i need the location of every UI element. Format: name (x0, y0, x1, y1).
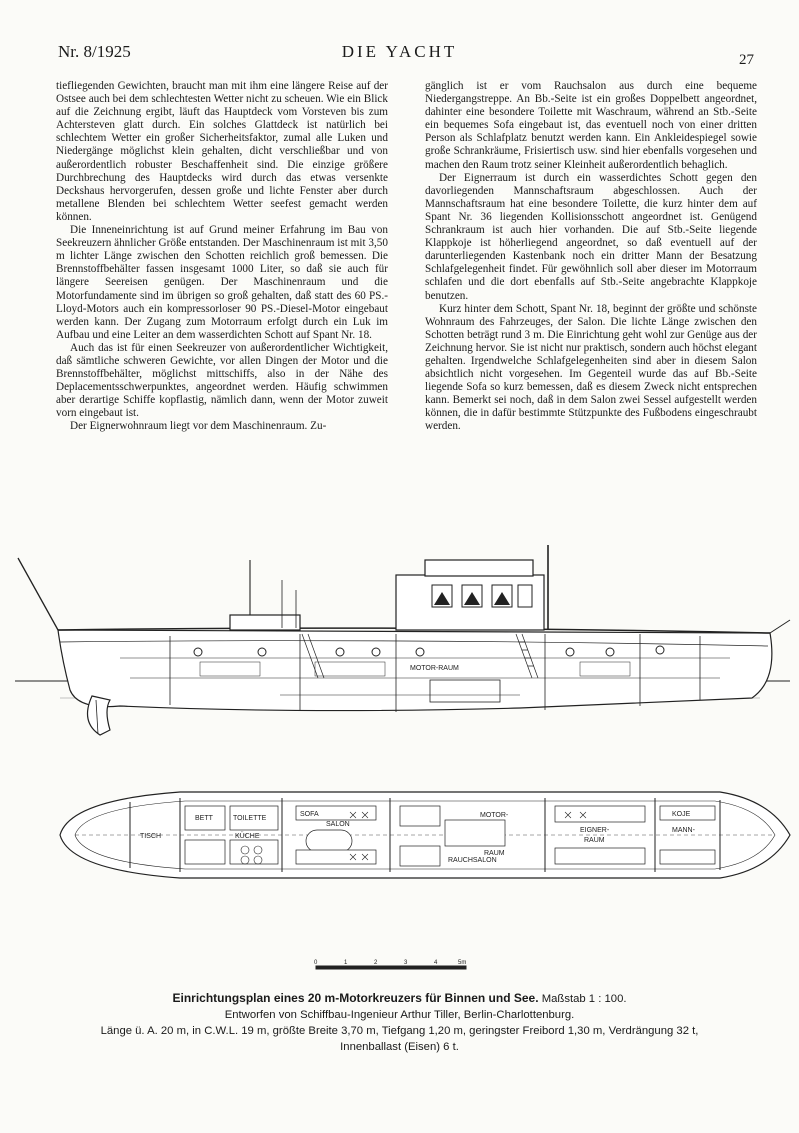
scale-bar (314, 960, 466, 969)
plan-raum-label: RAUM (484, 850, 505, 857)
plan-tisch-label: TISCH (140, 833, 161, 840)
plan-motor-label: MOTOR- (480, 812, 509, 819)
journal-title: DIE YACHT (341, 42, 458, 61)
motor-block (445, 820, 505, 846)
paragraph: Der Eignerwohnraum liegt vor dem Maschinenraum. Zu- (70, 420, 327, 433)
page-number: 27 (739, 52, 754, 68)
plan-kueche-label: KÜCHE (235, 833, 260, 840)
caption-title: Einrichtungsplan eines 20 m-Motorkreuzers für Binnen und See. (172, 991, 539, 1005)
caption-scale: Maßstab 1 : 100. (541, 993, 627, 1005)
salon-table (306, 830, 352, 852)
engine (430, 680, 500, 702)
scale-tick: 2 (374, 960, 378, 966)
scale-tick: 4 (434, 960, 438, 966)
plan-sofa-label: SOFA (300, 811, 319, 818)
paragraph: Auch das ist für einen Seekreuzer von außerordentlicher Wichtigkeit, daß sämtliche schweren Gewichte, vor allen Dingen der Motor und die Brennstoffbehälter, möglichst mittschiffs, also in der Nähe des Deplacementsschwerpunktes, angeordnet werden. Häufig schwimmen aber derartige Schiffe kopflastig, nämlich dann, wenn der Motor zuweit vorn eingebaut ist. (56, 341, 388, 420)
plan-eigner-raum-label: RAUM (584, 837, 605, 844)
scale-tick: 3 (404, 960, 408, 966)
scale-tick: 1 (344, 960, 348, 966)
yacht-drawing (0, 530, 799, 970)
page-header (0, 38, 799, 68)
plan-koje-label: KOJE (672, 811, 691, 818)
stern-pole (18, 558, 58, 630)
profile-motor-room-label: MOTOR-RAUM (410, 665, 459, 672)
scale-tick: 5m (458, 960, 467, 966)
paragraph: Der Eignerraum ist durch ein wasserdichtes Schott gegen den davorliegenden Mannschaftsraum abgeschlossen. Auch der Mannschaftsraum hat eine besondere Toilette, die kurz hinter dem auf Spant Nr. 36 liegenden Kollisionsschott angeordnet ist. Genügend Schrankraum ist auch hier vorhanden. Die auf Stb.-Seite liegende Klappkoje ist höherliegend angeordnet, so daß eventuell auf der darunterliegenden Kastenbank noch ein dritter Mann der Besatzung Schlafgelegenheit findet. Für gewöhnlich soll aber dieser im Motorraum schlafen und die dort ebenfalls auf Stb.-Seite angebrachte Klappkoje benutzen. (425, 171, 757, 302)
rudder (88, 696, 111, 735)
yacht-plan-svg (0, 530, 799, 970)
issue-number: Nr. 8/1925 (58, 42, 131, 61)
plan-eigner-label: EIGNER- (580, 827, 610, 834)
paragraph: gänglich ist er vom Rauchsalon aus durch eine bequeme Niedergangstreppe. An Bb.-Seite ist ein großes Doppelbett angeordnet, dahinter eine besondere Toilette mit Waschraum, während an Stb.-Seite ein bequemes Sofa eingebaut ist, das eventuell noch von einer dritten Person als Schlafplatz benutzt werden kann. Ein Ankleidespiegel sowie große Schrankräume, Frisiertisch usw. sind hier ebenfalls vorgesehen und machen den Raum trotz seiner Kleinheit außerordentlich behaglich. (425, 80, 757, 171)
figure-caption (0, 990, 799, 1055)
profile-view (15, 545, 790, 735)
paragraph: Kurz hinter dem Schott, Spant Nr. 18, beginnt der größte und schönste Wohnraum des Fahrzeuges, der Salon. Die lichte Länge zwischen den Schotten beträgt rund 3 m. Die Einrichtung geht wohl zur Genüge aus der Zeichnung hervor. Sie ist nicht nur praktisch, sondern auch höchst elegant gehalten. Irgendwelche Schlafgelegenheiten sind aber in diesem Salon absichtlich nicht vorgesehen. Im Gegenteil wurde das auf Bb.-Seite liegende Sofa so kurz bemessen, daß es diesem Zweck nicht entsprechen kann. Bemerkt sei noch, daß in dem Salon zwei Sessel aufgestellt werden können, die in dafür bestimmte Stützpunkte des Fußbodens eingeschraubt werden. (425, 302, 757, 433)
caption-dimensions: Länge ü. A. 20 m, in C.W.L. 19 m, größte Breite 3,70 m, Tiefgang 1,20 m, geringster Freibord 1,30 m, Verdrängung 32 t, (100, 1025, 699, 1037)
article-body (56, 80, 756, 520)
caption-ballast: Innenballast (Eisen) 6 t. (340, 1041, 459, 1053)
plan-salon-label: SALON (326, 821, 350, 828)
paragraph: tiefliegenden Gewichten, braucht man mit ihm eine längere Reise auf der Ostsee auch bei dem schlechtesten Wetter nicht zu scheuen. Wie ein Blick auf die Zeichnung ergibt, läuft das Hauptdeck vom Vorsteven bis zum Achtersteven glatt durch. Ein solches Glattdeck ist natürlich bei schlechtem Wetter ein großer Sicherheitsfaktor, zumal alle Luken und Niedergänge möglichst klein gehalten, dicht verschließbar und von außerordentlich robuster Beschaffenheit sind. Die einzige größere Durchbrechung des Hauptdecks wird durch das etwas versenkte Deckshaus hervorgerufen, dessen große und lichte Fenster aber durch metallene Blenden bei schlechtem Wetter seefest gemacht werden können. (56, 80, 388, 223)
paragraph: Die Inneneinrichtung ist auf Grund meiner Erfahrung im Bau von Seekreuzern ähnlicher Größe entstanden. Der Maschinenraum ist mit 3,50 m lichter Länge zwischen den Schotten reichlich groß bemessen. Die Brennstoffbehälter fassen insgesamt 1000 Liter, so daß sie auch für längere Seereisen genügen. Der Maschinenraum und die Motorfundamente sind im übrigen so groß gehalten, daß statt des 60 PS.-Lloyd-Motors auch ein kompressorloser 90 PS.-Diesel-Motor eingebaut werden kann. Der Zugang zum Motorraum erfolgt durch ein Luk im Aufbau und eine Leiter an dem wasserdichten Schott auf Spant Nr. 18. (56, 224, 388, 341)
plan-bett-label: BETT (195, 815, 213, 822)
plan-view (60, 792, 790, 878)
plan-toilette-label: TOILETTE (233, 815, 267, 822)
right-column (425, 80, 757, 434)
scale-tick: 0 (314, 960, 318, 966)
plan-mannschaft-label: MANN- (672, 827, 695, 834)
plan-rauchsalon-label: RAUCHSALON (448, 857, 497, 864)
left-column (56, 80, 388, 434)
caption-designer: Entworfen von Schiffbau-Ingenieur Arthur Tiller, Berlin-Charlottenburg. (224, 1009, 575, 1021)
